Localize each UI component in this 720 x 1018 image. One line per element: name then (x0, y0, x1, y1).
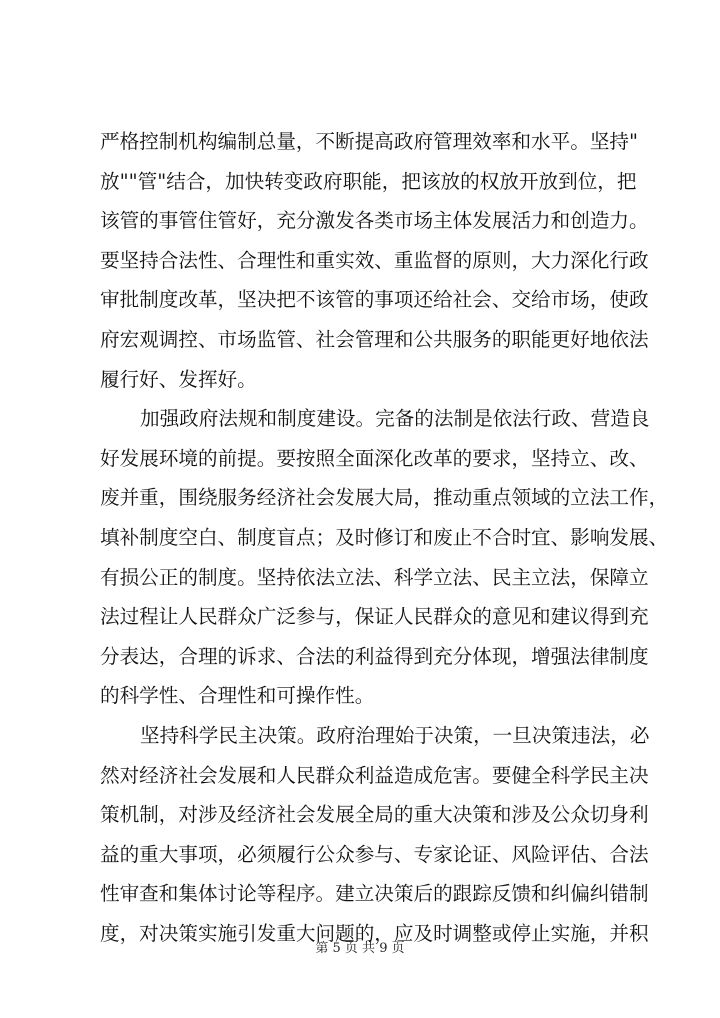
text-line: 府宏观调控、市场监管、社会管理和公共服务的职能更好地依法 (100, 327, 649, 351)
text-line: 坚持科学民主决策。政府治理始于决策，一旦决策违法，必 (140, 723, 650, 747)
text-line: 填补制度空白、制度盲点；及时修订和废止不合时宜、影响发展、 (100, 525, 669, 549)
text-line: 履行好、发挥好。 (100, 367, 257, 391)
page-footer: 第 5 页 共 9 页 (315, 941, 405, 956)
text-line: 的科学性、合理性和可操作性。 (100, 684, 375, 708)
text-line: 度，对决策实施引发重大问题的，应及时调整或停止实施，并积 (100, 921, 649, 945)
text-line: 审批制度改革，坚决把不该管的事项还给社会、交给市场，使政 (100, 288, 649, 312)
text-line: 法过程让人民群众广泛参与，保证人民群众的意见和建议得到充 (100, 605, 649, 629)
body-text (100, 122, 669, 953)
text-line: 性审查和集体讨论等程序。建立决策后的跟踪反馈和纠偏纠错制 (100, 882, 649, 906)
text-line: 废并重，围绕服务经济社会发展大局，推动重点领域的立法工作， (100, 486, 669, 510)
text-line: 好发展环境的前提。要按照全面深化改革的要求，坚持立、改、 (100, 446, 649, 470)
text-line: 策机制，对涉及经济社会发展全局的重大决策和涉及公众切身利 (100, 803, 649, 827)
text-line: 有损公正的制度。坚持依法立法、科学立法、民主立法，保障立 (100, 565, 649, 589)
text-line: 分表达，合理的诉求、合法的利益得到充分体现，增强法律制度 (100, 644, 649, 668)
text-line: 益的重大事项，必须履行公众参与、专家论证、风险评估、合法 (100, 842, 649, 866)
text-line: 严格控制机构编制总量，不断提高政府管理效率和水平。坚持" (100, 130, 639, 153)
text-line: 该管的事管住管好，充分激发各类市场主体发展活力和创造力。 (100, 209, 649, 233)
text-line: 放""管"结合，加快转变政府职能，把该放的权放开放到位，把 (100, 169, 637, 193)
text-line: 加强政府法规和制度建设。完备的法制是依法行政、营造良 (140, 407, 650, 431)
text-line: 然对经济社会发展和人民群众利益造成危害。要健全科学民主决 (100, 763, 649, 787)
text-line: 要坚持合法性、合理性和重实效、重监督的原则，大力深化行政 (100, 248, 649, 272)
